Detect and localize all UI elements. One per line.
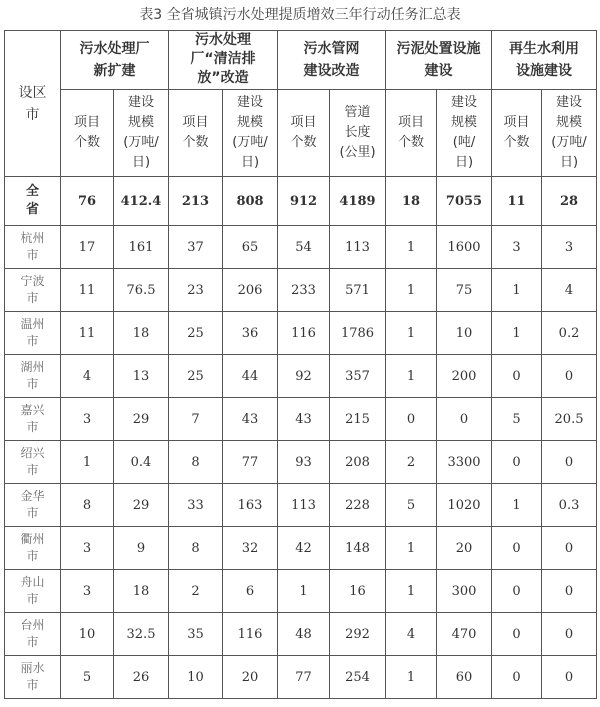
table-cell: 1 <box>386 269 437 312</box>
table-cell: 8 <box>169 441 223 484</box>
table-row <box>5 269 597 312</box>
table-cell: 18 <box>386 177 437 226</box>
table-cell: 48 <box>278 613 330 656</box>
table-cell: 17 <box>61 226 114 269</box>
table-cell: 1 <box>492 312 542 355</box>
city-name: 宁波 市 <box>5 269 61 312</box>
sub-header: 项目 个数 <box>169 90 223 177</box>
table-cell: 43 <box>278 398 330 441</box>
table-row <box>5 312 597 355</box>
table-cell: 1 <box>492 269 542 312</box>
table-cell: 60 <box>437 656 492 699</box>
table-cell: 161 <box>114 226 169 269</box>
table-cell: 1786 <box>330 312 386 355</box>
table-row <box>5 484 597 527</box>
table-row <box>5 656 597 699</box>
table-cell: 0.2 <box>542 312 597 355</box>
table-cell: 4 <box>61 355 114 398</box>
sub-header-row <box>5 90 597 177</box>
table-row <box>5 441 597 484</box>
table-cell: 0 <box>542 570 597 613</box>
sub-header: 建设 规模 (万吨/ 日) <box>542 90 597 177</box>
table-cell: 0 <box>386 398 437 441</box>
table-cell: 113 <box>278 484 330 527</box>
table-cell: 1600 <box>437 226 492 269</box>
sub-header: 管道 长度 (公里) <box>330 90 386 177</box>
table-cell: 10 <box>61 613 114 656</box>
table-cell: 3300 <box>437 441 492 484</box>
table-cell: 213 <box>169 177 223 226</box>
table-cell: 206 <box>223 269 278 312</box>
table-cell: 300 <box>437 570 492 613</box>
table-cell: 32.5 <box>114 613 169 656</box>
table-cell: 0 <box>492 570 542 613</box>
table-cell: 1 <box>386 355 437 398</box>
table-cell: 54 <box>278 226 330 269</box>
city-name: 衢州 市 <box>5 527 61 570</box>
table-row <box>5 398 597 441</box>
table-cell: 11 <box>61 269 114 312</box>
table-cell: 0 <box>492 613 542 656</box>
table-cell: 92 <box>278 355 330 398</box>
table-cell: 116 <box>278 312 330 355</box>
table-cell: 23 <box>169 269 223 312</box>
table-cell: 20.5 <box>542 398 597 441</box>
table-cell: 1 <box>386 656 437 699</box>
table-cell: 233 <box>278 269 330 312</box>
table-cell: 18 <box>114 570 169 613</box>
table-cell: 77 <box>223 441 278 484</box>
table-cell: 5 <box>492 398 542 441</box>
table-cell: 0.4 <box>114 441 169 484</box>
table-cell: 35 <box>169 613 223 656</box>
table-cell: 571 <box>330 269 386 312</box>
table-cell: 412.4 <box>114 177 169 226</box>
table-cell: 292 <box>330 613 386 656</box>
city-name: 舟山 市 <box>5 570 61 613</box>
table-cell: 912 <box>278 177 330 226</box>
table-cell: 116 <box>223 613 278 656</box>
sub-header: 项目 个数 <box>492 90 542 177</box>
table-cell: 28 <box>542 177 597 226</box>
table-cell: 33 <box>169 484 223 527</box>
group-header-row <box>5 31 597 90</box>
table-cell: 11 <box>492 177 542 226</box>
sub-header: 建设 规模 (万吨/ 日) <box>223 90 278 177</box>
table-row <box>5 355 597 398</box>
table-cell: 43 <box>223 398 278 441</box>
group-header-new-plants: 污水处理厂 新扩建 <box>61 31 169 90</box>
table-cell: 7055 <box>437 177 492 226</box>
table-cell: 5 <box>386 484 437 527</box>
table-cell: 10 <box>437 312 492 355</box>
city-name: 杭州 市 <box>5 226 61 269</box>
table-cell: 0 <box>492 527 542 570</box>
table-cell: 0 <box>542 613 597 656</box>
table-cell: 0 <box>542 355 597 398</box>
table-cell: 25 <box>169 355 223 398</box>
total-label: 全 省 <box>5 177 61 226</box>
summary-table <box>4 30 597 699</box>
table-cell: 208 <box>330 441 386 484</box>
sub-header: 建设 规模 (万吨/ 日) <box>114 90 169 177</box>
table-cell: 76 <box>61 177 114 226</box>
table-cell: 215 <box>330 398 386 441</box>
table-cell: 8 <box>169 527 223 570</box>
group-header-clean-discharge: 污水处理 厂“清洁排 放”改造 <box>169 31 278 90</box>
table-cell: 0 <box>437 398 492 441</box>
table-cell: 0 <box>492 656 542 699</box>
table-cell: 3 <box>61 398 114 441</box>
table-cell: 1 <box>386 226 437 269</box>
table-row <box>5 226 597 269</box>
table-cell: 3 <box>61 527 114 570</box>
table-cell: 2 <box>386 441 437 484</box>
table-cell: 0 <box>492 441 542 484</box>
table-cell: 2 <box>169 570 223 613</box>
table-cell: 5 <box>61 656 114 699</box>
city-name: 金华 市 <box>5 484 61 527</box>
table-cell: 65 <box>223 226 278 269</box>
table-cell: 25 <box>169 312 223 355</box>
table-cell: 4 <box>542 269 597 312</box>
table-cell: 10 <box>169 656 223 699</box>
table-cell: 36 <box>223 312 278 355</box>
table-cell: 113 <box>330 226 386 269</box>
city-name: 湖州 市 <box>5 355 61 398</box>
table-cell: 93 <box>278 441 330 484</box>
table-cell: 0 <box>542 656 597 699</box>
table-cell: 32 <box>223 527 278 570</box>
table-cell: 0.3 <box>542 484 597 527</box>
table-cell: 42 <box>278 527 330 570</box>
table-cell: 357 <box>330 355 386 398</box>
table-cell: 6 <box>223 570 278 613</box>
table-cell: 1 <box>386 312 437 355</box>
table-cell: 470 <box>437 613 492 656</box>
table-cell: 3 <box>492 226 542 269</box>
group-header-reclaimed-water: 再生水利用 设施建设 <box>492 31 597 90</box>
table-cell: 26 <box>114 656 169 699</box>
table-cell: 808 <box>223 177 278 226</box>
table-row <box>5 613 597 656</box>
table-cell: 163 <box>223 484 278 527</box>
table-cell: 75 <box>437 269 492 312</box>
table-cell: 18 <box>114 312 169 355</box>
sub-header: 项目 个数 <box>278 90 330 177</box>
table-cell: 20 <box>223 656 278 699</box>
table-row <box>5 570 597 613</box>
table-cell: 1 <box>278 570 330 613</box>
table-cell: 4189 <box>330 177 386 226</box>
table-cell: 148 <box>330 527 386 570</box>
table-cell: 200 <box>437 355 492 398</box>
table-cell: 4 <box>386 613 437 656</box>
table-cell: 20 <box>437 527 492 570</box>
table-cell: 11 <box>61 312 114 355</box>
table-cell: 3 <box>61 570 114 613</box>
table-cell: 9 <box>114 527 169 570</box>
table-row <box>5 527 597 570</box>
sub-header: 项目 个数 <box>61 90 114 177</box>
city-name: 嘉兴 市 <box>5 398 61 441</box>
total-row <box>5 177 597 226</box>
table-cell: 1020 <box>437 484 492 527</box>
city-name: 绍兴 市 <box>5 441 61 484</box>
table-cell: 1 <box>386 527 437 570</box>
table-cell: 1 <box>61 441 114 484</box>
city-name: 温州 市 <box>5 312 61 355</box>
city-name: 台州 市 <box>5 613 61 656</box>
group-header-sludge: 污泥处置设施 建设 <box>386 31 492 90</box>
table-cell: 0 <box>542 441 597 484</box>
table-cell: 0 <box>542 527 597 570</box>
table-title: 表3 全省城镇污水处理提质增效三年行动任务汇总表 <box>139 7 461 23</box>
table-cell: 228 <box>330 484 386 527</box>
table-cell: 37 <box>169 226 223 269</box>
sub-header: 建设 规模 (吨/ 日) <box>437 90 492 177</box>
city-rows <box>5 226 597 699</box>
table-cell: 29 <box>114 484 169 527</box>
table-cell: 1 <box>386 570 437 613</box>
table-cell: 3 <box>542 226 597 269</box>
table-cell: 8 <box>61 484 114 527</box>
table-cell: 13 <box>114 355 169 398</box>
table-cell: 254 <box>330 656 386 699</box>
city-name: 丽水 市 <box>5 656 61 699</box>
table-cell: 44 <box>223 355 278 398</box>
group-header-pipe-network: 污水管网 建设改造 <box>278 31 386 90</box>
table-cell: 1 <box>492 484 542 527</box>
table-cell: 7 <box>169 398 223 441</box>
table-cell: 77 <box>278 656 330 699</box>
table-cell: 29 <box>114 398 169 441</box>
region-header: 设区 市 <box>5 31 61 177</box>
table-cell: 0 <box>492 355 542 398</box>
table-cell: 76.5 <box>114 269 169 312</box>
table-cell: 16 <box>330 570 386 613</box>
sub-header: 项目 个数 <box>386 90 437 177</box>
